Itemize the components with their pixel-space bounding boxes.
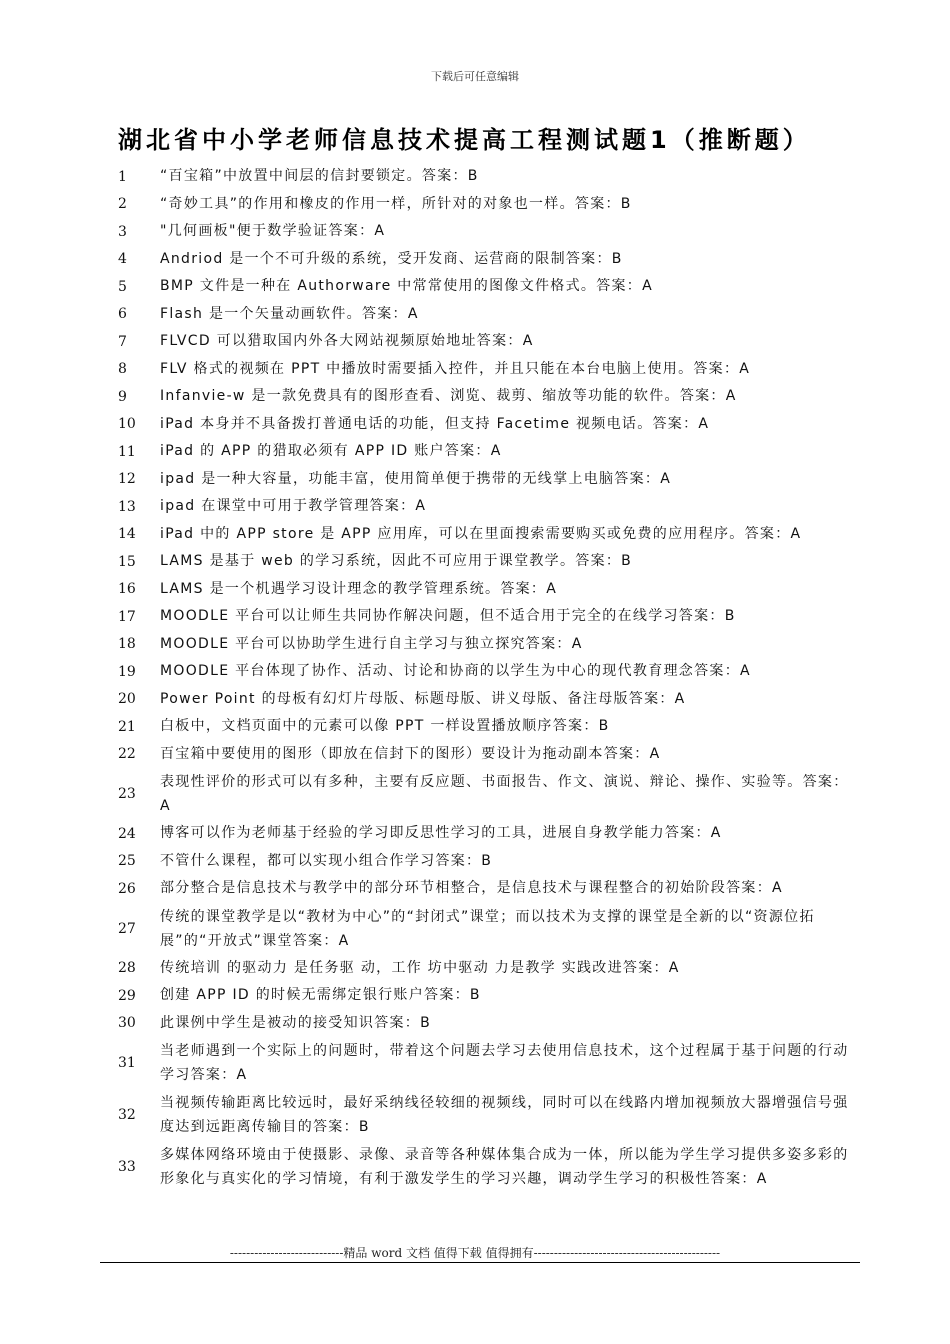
question-item bbox=[0, 356, 950, 384]
question-text: ipad 在课堂中可用于教学管理答案：A bbox=[160, 498, 427, 514]
question-text: FLVCD 可以猎取国内外各大网站视频原始地址答案：A bbox=[160, 333, 534, 349]
question-number: 15 bbox=[118, 553, 136, 570]
question-number: 10 bbox=[118, 416, 136, 433]
question-number: 5 bbox=[118, 278, 127, 295]
question-text: 传统的课堂教学是以“教材为中心”的“封闭式”课堂；而以技术为支撑的课堂是全新的以“资源位拓展”的“开放式”课堂答案：A bbox=[160, 908, 815, 949]
question-text: 白板中，文档页面中的元素可以像 PPT 一样设置播放顺序答案：B bbox=[160, 718, 610, 734]
question-item bbox=[0, 301, 950, 329]
question-item bbox=[0, 383, 950, 411]
question-number: 33 bbox=[118, 1159, 136, 1175]
footer-rule bbox=[100, 1262, 860, 1263]
page-title: 湖北省中小学老师信息技术提高工程测试题1（推断题） bbox=[118, 126, 811, 154]
question-number: 32 bbox=[118, 1107, 136, 1123]
question-item bbox=[0, 273, 950, 301]
question-text: 当视频传输距离比较远时，最好采纳线径较细的视频线，同时可以在线路内增加视频放大器增强信号强度达到远距离传输目的答案：B bbox=[160, 1095, 849, 1135]
question-text: MOODLE 平台可以协助学生进行自主学习与独立探究答案：A bbox=[160, 635, 583, 652]
question-item bbox=[0, 466, 950, 494]
header-note: 下载后可任意编辑 bbox=[431, 70, 519, 83]
question-text: 表现性评价的形式可以有多种，主要有反应题、书面报告、作文、演说、辩论、操作、实验等。答案：A bbox=[160, 774, 849, 814]
question-item bbox=[0, 686, 950, 714]
question-text: 当老师遇到一个实际上的问题时，带着这个问题去学习去使用信息技术，这个过程属于基于问题的行动学习答案：A bbox=[160, 1043, 849, 1083]
question-number: 31 bbox=[118, 1055, 136, 1071]
question-text: 创建 APP ID 的时候无需绑定银行账户答案：B bbox=[160, 987, 481, 1003]
question-text: iPad 中的 APP store 是 APP 应用库，可以在里面搜索需要购买或免费的应用程序。答案：A bbox=[160, 525, 802, 542]
question-item bbox=[0, 603, 950, 631]
question-number: 29 bbox=[118, 987, 136, 1004]
question-number: 6 bbox=[118, 306, 127, 323]
question-number: 13 bbox=[118, 498, 136, 515]
footer-text: ----------------------------精品 word 文档 值得下载 值得拥有---------------------------------------------- bbox=[229, 1246, 721, 1260]
question-number: 23 bbox=[118, 786, 136, 802]
question-item bbox=[0, 548, 950, 576]
question-item bbox=[0, 1010, 950, 1038]
question-number: 25 bbox=[118, 853, 136, 870]
question-text: FLV 格式的视频在 PPT 中播放时需要插入控件，并且只能在本台电脑上使用。答案：A bbox=[160, 360, 751, 377]
question-item bbox=[0, 768, 950, 820]
question-number: 30 bbox=[118, 1015, 136, 1032]
question-item bbox=[0, 191, 950, 219]
question-item bbox=[0, 1141, 950, 1193]
question-item bbox=[0, 246, 950, 274]
question-number: 2 bbox=[118, 196, 127, 213]
question-number: 1 bbox=[118, 168, 127, 185]
question-item bbox=[0, 955, 950, 983]
question-item bbox=[0, 163, 950, 191]
question-text: 多媒体网络环境由于使摄影、录像、录音等各种媒体集合成为一体，所以能为学生学习提供多姿多彩的形象化与真实化的学习情境，有利于激发学生的学习兴趣，调动学生学习的积极性答案：A bbox=[160, 1147, 849, 1187]
question-item bbox=[0, 848, 950, 876]
question-number: 19 bbox=[118, 663, 136, 680]
question-number: 12 bbox=[118, 471, 136, 488]
question-item bbox=[0, 576, 950, 604]
question-number: 17 bbox=[118, 608, 136, 625]
question-item bbox=[0, 903, 950, 955]
question-list bbox=[0, 163, 950, 1193]
question-text: 传统培训 的驱动力 是任务驱 动，工作 坊中驱动 力是教学 实践改进答案：A bbox=[160, 959, 680, 976]
question-number: 8 bbox=[118, 361, 127, 378]
question-text: 百宝箱中要使用的图形（即放在信封下的图形）要设计为拖动副本答案：A bbox=[160, 745, 661, 762]
question-number: 20 bbox=[118, 691, 136, 708]
question-text: “百宝箱”中放置中间层的信封要锁定。答案：B bbox=[160, 168, 479, 184]
question-item bbox=[0, 1037, 950, 1089]
question-item bbox=[0, 438, 950, 466]
question-text: MOODLE 平台体现了协作、活动、讨论和协商的以学生为中心的现代教育理念答案：A bbox=[160, 663, 751, 679]
question-text: LAMS 是一个机遇学习设计理念的教学管理系统。答案：A bbox=[160, 580, 558, 597]
question-item bbox=[0, 982, 950, 1010]
question-text: Power Point 的母板有幻灯片母版、标题母版、讲义母版、备注母版答案：A bbox=[160, 690, 686, 707]
question-number: 3 bbox=[118, 223, 127, 240]
question-item bbox=[0, 521, 950, 549]
question-text: ipad 是一种大容量，功能丰富，使用简单便于携带的无线掌上电脑答案：A bbox=[160, 470, 672, 487]
question-number: 9 bbox=[118, 388, 127, 405]
question-text: 不管什么课程，都可以实现小组合作学习答案：B bbox=[160, 852, 493, 869]
question-number: 26 bbox=[118, 880, 136, 897]
question-number: 11 bbox=[118, 443, 136, 460]
question-text: BMP 文件是一种在 Authorware 中常常使用的图像文件格式。答案：A bbox=[160, 278, 653, 294]
question-text: Infanvie-w 是一款免费具有的图形查看、浏览、裁剪、缩放等功能的软件。答案：A bbox=[160, 388, 737, 404]
question-number: 18 bbox=[118, 636, 136, 653]
question-item bbox=[0, 713, 950, 741]
question-number: 24 bbox=[118, 825, 136, 842]
question-item bbox=[0, 493, 950, 521]
question-item bbox=[0, 820, 950, 848]
question-number: 21 bbox=[118, 718, 136, 735]
question-text: "几何画板"便于数学验证答案：A bbox=[160, 223, 386, 239]
question-item bbox=[0, 741, 950, 769]
question-number: 22 bbox=[118, 746, 136, 763]
question-item bbox=[0, 658, 950, 686]
question-text: MOODLE 平台可以让师生共同协作解决问题，但不适合用于完全的在线学习答案：B bbox=[160, 608, 736, 624]
question-number: 14 bbox=[118, 526, 136, 543]
question-item bbox=[0, 631, 950, 659]
question-item bbox=[0, 875, 950, 903]
question-number: 4 bbox=[118, 251, 127, 268]
question-item bbox=[0, 1089, 950, 1141]
question-number: 16 bbox=[118, 581, 136, 598]
question-text: “奇妙工具”的作用和橡皮的作用一样，所针对的对象也一样。答案：B bbox=[160, 195, 632, 212]
question-text: 博客可以作为老师基于经验的学习即反思性学习的工具，进展自身教学能力答案：A bbox=[160, 825, 722, 841]
question-item bbox=[0, 218, 950, 246]
question-number: 27 bbox=[118, 920, 136, 937]
question-text: iPad 本身并不具备拨打普通电话的功能，但支持 Facetime 视频电话。答案：A bbox=[160, 415, 710, 432]
question-text: Andriod 是一个不可升级的系统，受开发商、运营商的限制答案：B bbox=[160, 250, 623, 267]
question-number: 7 bbox=[118, 333, 127, 350]
question-number: 28 bbox=[118, 960, 136, 977]
question-item bbox=[0, 411, 950, 439]
question-text: LAMS 是基于 web 的学习系统，因此不可应用于课堂教学。答案：B bbox=[160, 553, 633, 569]
question-item bbox=[0, 328, 950, 356]
question-text: Flash 是一个矢量动画软件。答案：A bbox=[160, 305, 419, 322]
question-text: iPad 的 APP 的猎取必须有 APP ID 账户答案：A bbox=[160, 443, 502, 459]
question-text: 此课例中学生是被动的接受知识答案：B bbox=[160, 1014, 432, 1031]
question-text: 部分整合是信息技术与教学中的部分环节相整合，是信息技术与课程整合的初始阶段答案：A bbox=[160, 880, 783, 896]
